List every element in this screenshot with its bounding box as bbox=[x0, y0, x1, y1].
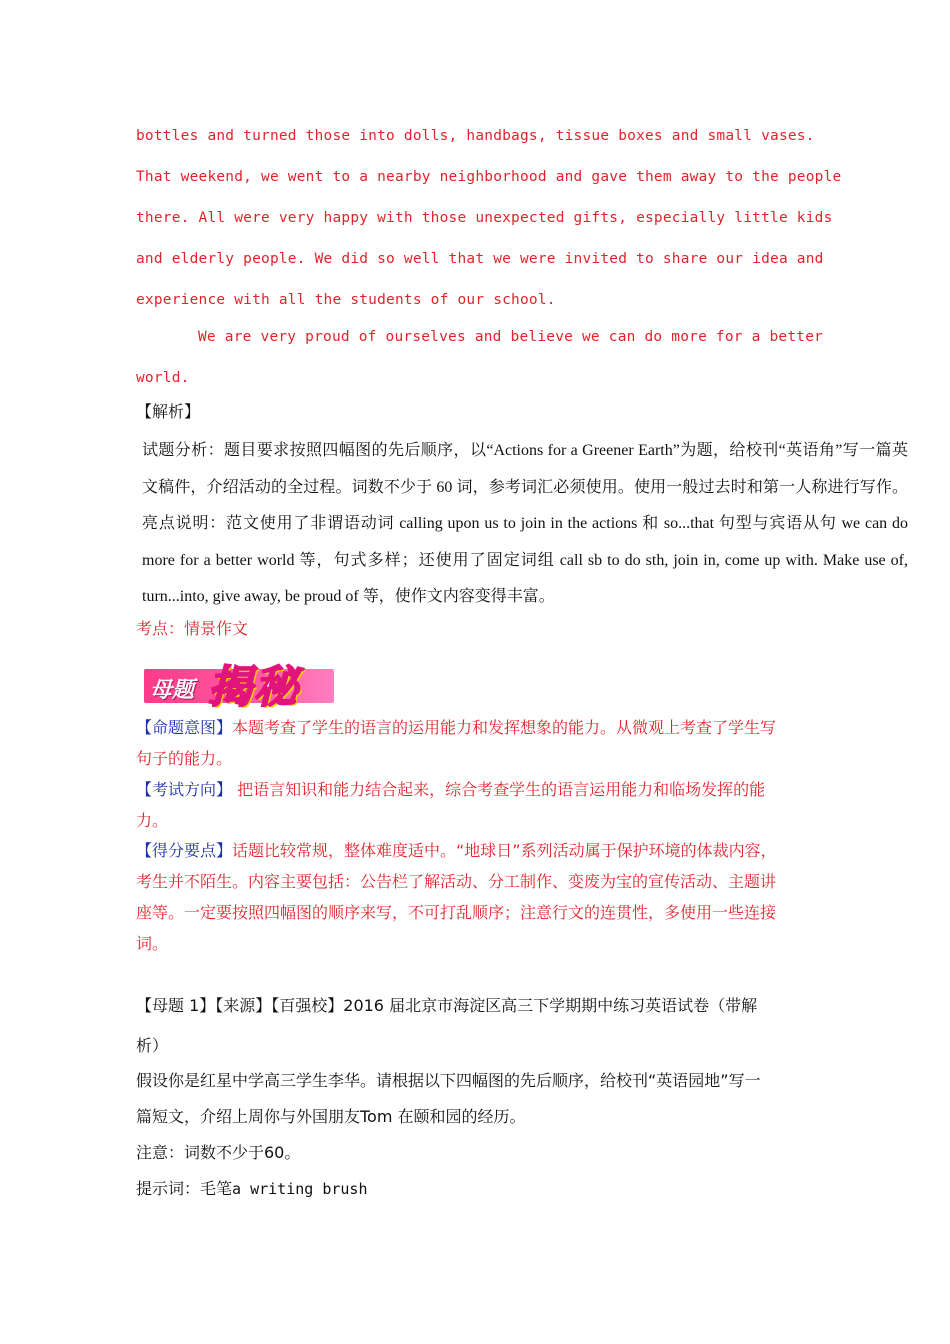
task-line: 篇短文，介绍上周你与外国朋友Tom 在颐和园的经历。 bbox=[136, 1107, 526, 1126]
explain-tag: 【命题意图】 bbox=[136, 718, 233, 737]
explain-line: 考生并不陌生。内容主要包括：公告栏了解活动、分工制作、变废为宝的宣传活动、主题讲 bbox=[136, 872, 777, 891]
analysis-line: 试题分析：题目要求按照四幅图的先后顺序，以“Actions for a Greener Earth”为题，给校刊“英语角”写一篇英 bbox=[142, 442, 908, 459]
explain-direction bbox=[136, 774, 816, 836]
essay-line: and elderly people. We did so well that we were invited to share our idea and bbox=[136, 251, 824, 267]
hint-label: 提示词：毛笔 bbox=[136, 1179, 233, 1198]
explain-line: 【得分要点】话题比较常规，整体难度适中。“地球日”系列活动属于保护环境的体裁内容， bbox=[136, 841, 777, 860]
hint-line bbox=[136, 1171, 816, 1207]
explain-points bbox=[136, 835, 816, 959]
essay-line: That weekend, we went to a nearby neighborhood and gave them away to the people bbox=[136, 169, 842, 185]
essay-line: We are very proud of ourselves and believe we can do more for a better bbox=[198, 329, 824, 345]
essay-line: bottles and turned those into dolls, handbags, tissue boxes and small vases. bbox=[136, 128, 815, 144]
explain-line: 力。 bbox=[136, 811, 169, 830]
explain-line: 座等。一定要按照四幅图的顺序来写，不可打乱顺序；注意行文的连贯性，多使用一些连接 bbox=[136, 903, 777, 922]
task-line: 注意：词数不少于60。 bbox=[136, 1143, 301, 1162]
essay-paragraph-2 bbox=[136, 317, 824, 399]
kaodian-label: 考点：情景作文 bbox=[136, 619, 249, 638]
explain-line: 【考试方向】 把语言知识和能力结合起来，综合考查学生的语言运用能力和临场发挥的能 bbox=[136, 780, 766, 799]
essay-line: experience with all the students of our school. bbox=[136, 292, 556, 308]
source-line: 析） bbox=[136, 1036, 169, 1055]
essay-line: there. All were very happy with those unexpected gifts, especially little kids bbox=[136, 210, 833, 226]
explain-intent bbox=[136, 712, 816, 774]
explain-line: 【命题意图】本题考查了学生的语言的运用能力和发挥想象的能力。从微观上考查了学生写 bbox=[136, 718, 777, 737]
analysis-body bbox=[142, 433, 908, 616]
section-banner bbox=[144, 655, 334, 713]
explain-line: 词。 bbox=[136, 934, 169, 953]
explain-tag: 【得分要点】 bbox=[136, 841, 233, 860]
explain-tag: 【考试方向】 bbox=[136, 780, 233, 799]
task-line: 假设你是红星中学高三学生李华。请根据以下四幅图的先后顺序，给校刊“英语园地”写一 bbox=[136, 1071, 761, 1090]
explain-line: 句子的能力。 bbox=[136, 749, 233, 768]
analysis-line: turn...into, give away, be proud of 等，使作文内容变得丰富。 bbox=[142, 588, 555, 605]
source-line: 【母题 1】【来源】【百强校】2016 届北京市海淀区高三下学期期中练习英语试卷（带解 bbox=[136, 996, 758, 1015]
analysis-line: 亮点说明：范文使用了非谓语动词 calling upon us to join in the actions 和 so...that 句型与宾语从句 we can do bbox=[142, 515, 908, 532]
essay-line: world. bbox=[136, 370, 190, 386]
hint-value: a writing brush bbox=[232, 1180, 368, 1198]
analysis-line: 文稿件，介绍活动的全过程。词数不少于 60 词，参考词汇必须使用。使用一般过去时和第一人称进行写作。 bbox=[142, 478, 908, 496]
analysis-heading: 【解析】 bbox=[136, 402, 201, 421]
banner-big-text: 揭秘 bbox=[208, 662, 300, 713]
analysis-line: more for a better world 等，句式多样；还使用了固定词组 call sb to do sth, join in, come up with. Make use of, bbox=[142, 551, 908, 569]
question-source bbox=[136, 986, 816, 1066]
banner-small-text: 母题 bbox=[150, 678, 195, 703]
task-description bbox=[136, 1063, 816, 1207]
essay-paragraph-1 bbox=[136, 116, 842, 321]
